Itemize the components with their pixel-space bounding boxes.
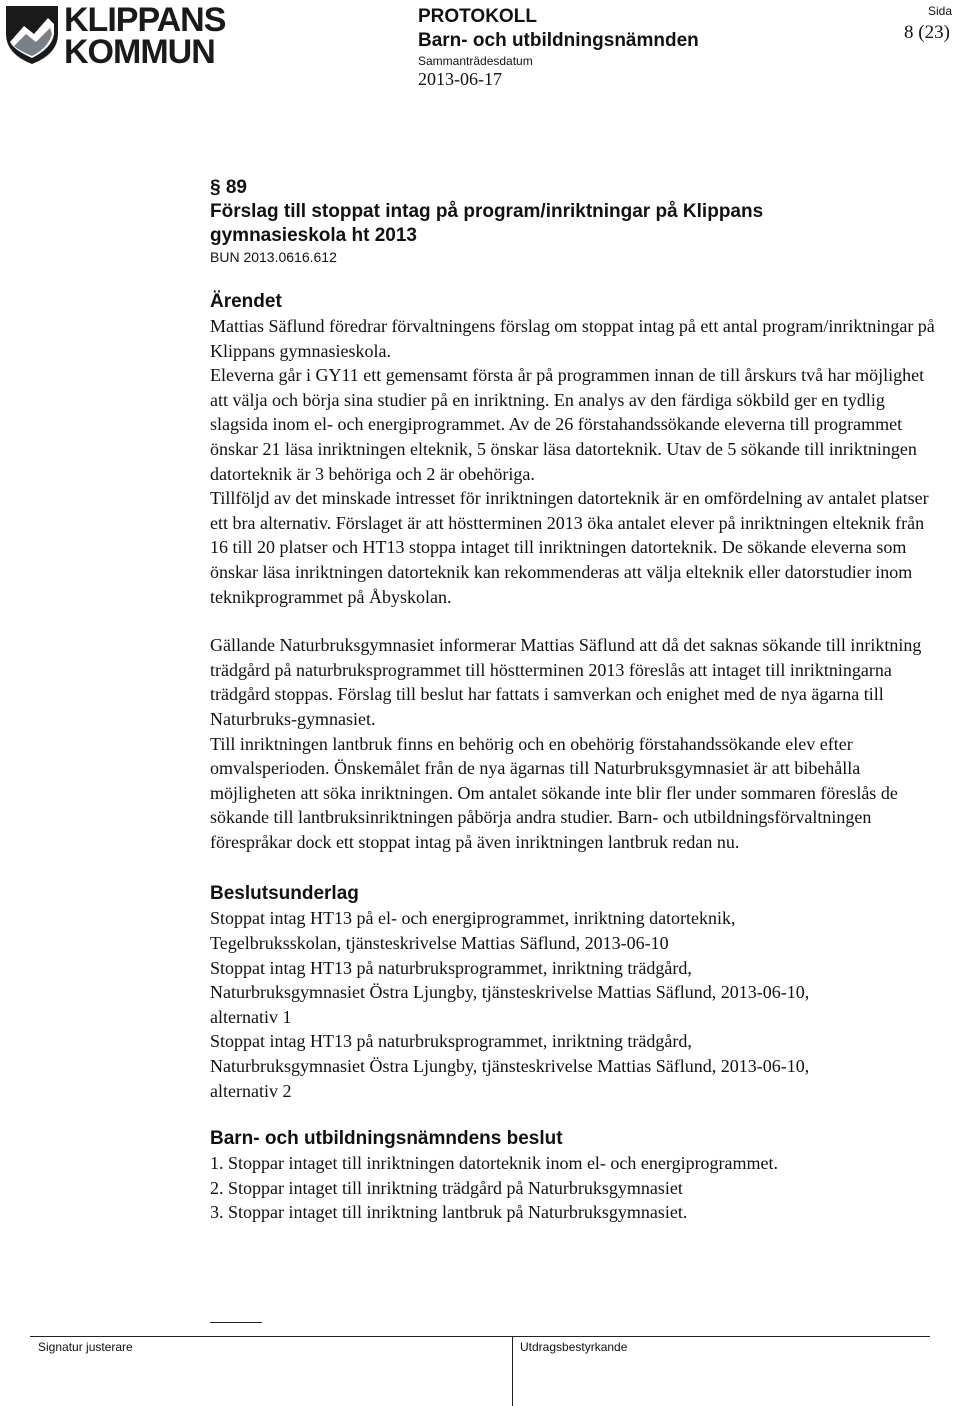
arendet-paragraph: Gällande Naturbruksgymnasiet informerar Mattias Säflund att då det saknas sökande till inriktning trädgård på naturbruksprogrammet till höstterminen 2013 föreslås att intaget till inriktningarna trädgård stoppas. Förslag till beslut har fattats i samverkan och enighet med de nya ägarna till Naturbruks-gymnasiet.: [210, 635, 922, 729]
beslutsunderlag-line: Stoppat intag HT13 på naturbruksprogrammet, inriktning trädgård,: [210, 1031, 692, 1052]
beslutsunderlag-line: Naturbruksgymnasiet Östra Ljungby, tjänsteskrivelse Mattias Säflund, 2013-06-10,: [210, 1056, 810, 1077]
meeting-date: 2013-06-17: [418, 69, 502, 89]
arendet-paragraph: Eleverna går i GY11 ett gemensamt första år på programmen innan de till årskurs två har möjlighet att välja och börja sina studier på en inriktning. En analys av den färdiga sökbild ger en tydlig slagsida inom el- och energiprogrammet. Av de 26 förstahandssökande eleverna till programmet önskar 21 läsa inriktningen elteknik, 5 önskar läsa datorteknik. Utav de 5 sökande till inriktningen datorteknik är 3 behöriga och 2 är obehöriga.: [210, 365, 925, 484]
beslutsunderlag-line: Stoppat intag HT13 på naturbruksprogrammet, inriktning trädgård,: [210, 957, 692, 978]
case-reference: BUN 2013.0616.612: [210, 249, 337, 265]
arendet-paragraph: Mattias Säflund föredrar förvaltningens förslag om stoppat intag på ett antal program/inriktningar på Klippans gymnasieskola.: [210, 316, 935, 361]
excerpt-label: Utdragsbestyrkande: [520, 1340, 628, 1354]
logo-line-1: KLIPPANS: [64, 1, 226, 39]
committee-name: Barn- och utbildningsnämnden: [418, 30, 699, 51]
end-divider: [210, 1322, 262, 1323]
beslutsunderlag-line: Stoppat intag HT13 på el- och energiprogrammet, inriktning datorteknik,: [210, 908, 736, 929]
logo-emblem-icon: [4, 4, 60, 66]
page-label: Sida: [928, 4, 953, 18]
beslutsunderlag-heading: Beslutsunderlag: [210, 883, 359, 905]
beslutsunderlag-line: Tegelbruksskolan, tjänsteskrivelse Mattias Säflund, 2013-06-10: [210, 933, 669, 954]
beslutsunderlag-line: alternativ 1: [210, 1006, 292, 1027]
arendet-paragraph: Till inriktningen lantbruk finns en behörig och en obehörig förstahandssökande elev efter omvalsperioden. Önskemålet från de nya ägarnas till Naturbruksgymnasiet är att bibehålla möjligheten att söka inriktningen. Om antalet sökande inte blir fler under sommaren föreslås de sökande till lantbruksinriktningen påbörja andra studier. Barn- och utbildningsförvaltningen förespråkar dock ett stoppat intag på även inriktningen lantbruk redan nu.: [210, 733, 898, 852]
arendet-heading: Ärendet: [210, 291, 282, 312]
signature-label: Signatur justerare: [38, 1340, 133, 1354]
arendet-paragraph: Tillföljd av det minskade intresset för inriktningen datorteknik är en omfördelning av antalet platser ett bra alternativ. Förslaget är att höstterminen 2013 öka antalet elever på inriktningen elteknik från 16 till 20 platser och HT13 stoppa intaget till inriktningen datorteknik. De sökande eleverna som önskar läsa inriktningen datorteknik kan rekommenderas att välja elteknik eller datorstudier inom teknikprogrammet på Åbyskolan.: [210, 488, 929, 607]
footer-divider: [30, 1336, 930, 1337]
section-number: § 89: [210, 177, 247, 198]
beslut-item: 1. Stoppar intaget till inriktningen datorteknik inom el- och energiprogrammet.: [210, 1153, 779, 1174]
date-label: Sammanträdesdatum: [418, 54, 533, 68]
logo-line-2: KOMMUN: [64, 33, 215, 71]
doc-type: PROTOKOLL: [418, 6, 537, 27]
section-title-line-2: gymnasieskola ht 2013: [210, 225, 417, 246]
klippans-kommun-logo: [4, 1, 226, 71]
section-title-line-1: Förslag till stoppat intag på program/inriktningar på Klippans: [210, 201, 764, 222]
beslut-heading: Barn- och utbildningsnämndens beslut: [210, 1128, 563, 1150]
beslutsunderlag-line: Naturbruksgymnasiet Östra Ljungby, tjänsteskrivelse Mattias Säflund, 2013-06-10,: [210, 982, 810, 1003]
protocol-body: [210, 176, 940, 1225]
footer-column-divider: [512, 1336, 513, 1406]
page-number: 8 (23): [904, 22, 950, 43]
beslutsunderlag-line: alternativ 2: [210, 1080, 292, 1101]
beslut-item: 3. Stoppar intaget till inriktning lantbruk på Naturbruksgymnasiet.: [210, 1202, 688, 1223]
beslut-item: 2. Stoppar intaget till inriktning trädgård på Naturbruksgymnasiet: [210, 1177, 683, 1198]
